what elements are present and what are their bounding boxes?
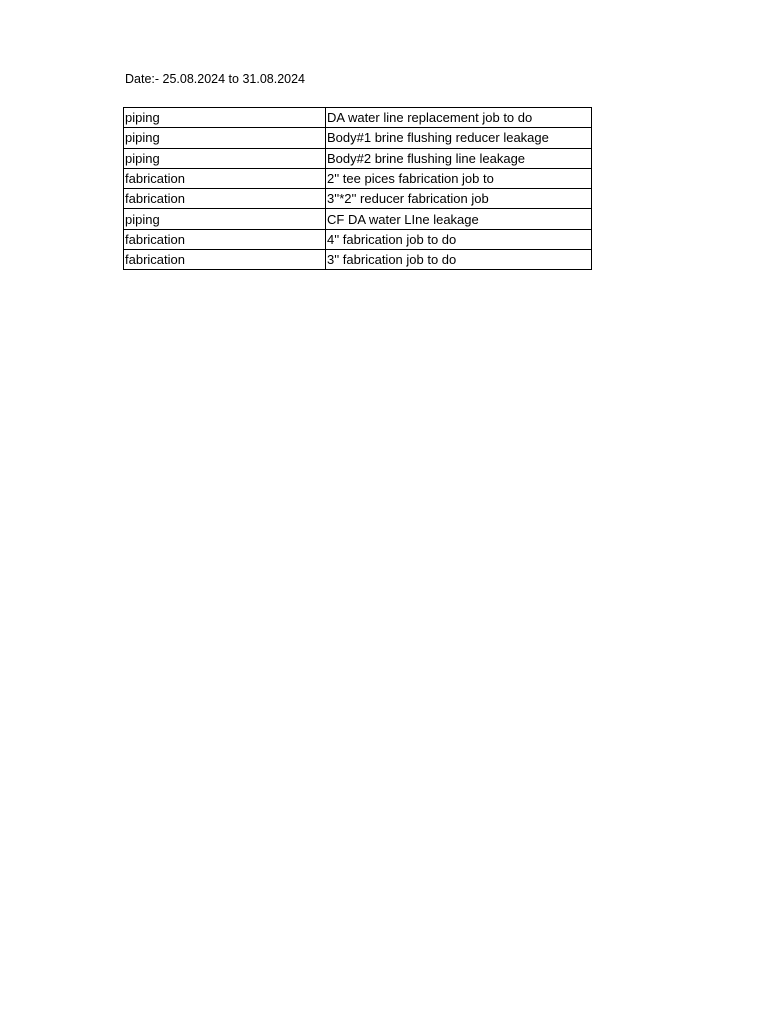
job-table [123, 107, 592, 270]
job-description-cell: 3'' fabrication job to do [326, 250, 592, 270]
table-row [124, 189, 592, 209]
job-description-cell: DA water line replacement job to do [326, 108, 592, 128]
job-category-cell: fabrication [124, 189, 326, 209]
job-category-cell: fabrication [124, 250, 326, 270]
table-row [124, 209, 592, 229]
job-category-cell: piping [124, 148, 326, 168]
job-description-cell: Body#2 brine flushing line leakage [326, 148, 592, 168]
job-category-cell: fabrication [124, 168, 326, 188]
job-description-cell: Body#1 brine flushing reducer leakage [326, 128, 592, 148]
table-row [124, 128, 592, 148]
date-range-text: Date:- 25.08.2024 to 31.08.2024 [125, 72, 306, 86]
job-category-cell: fabrication [124, 229, 326, 249]
table-row [124, 168, 592, 188]
table-row [124, 250, 592, 270]
table-row [124, 229, 592, 249]
job-description-cell: 3''*2'' reducer fabrication job [326, 189, 592, 209]
table-row [124, 108, 592, 128]
job-description-cell: 2'' tee pices fabrication job to [326, 168, 592, 188]
job-category-cell: piping [124, 128, 326, 148]
job-description-cell: 4'' fabrication job to do [326, 229, 592, 249]
job-category-cell: piping [124, 108, 326, 128]
job-category-cell: piping [124, 209, 326, 229]
job-description-cell: CF DA water LIne leakage [326, 209, 592, 229]
table-row [124, 148, 592, 168]
